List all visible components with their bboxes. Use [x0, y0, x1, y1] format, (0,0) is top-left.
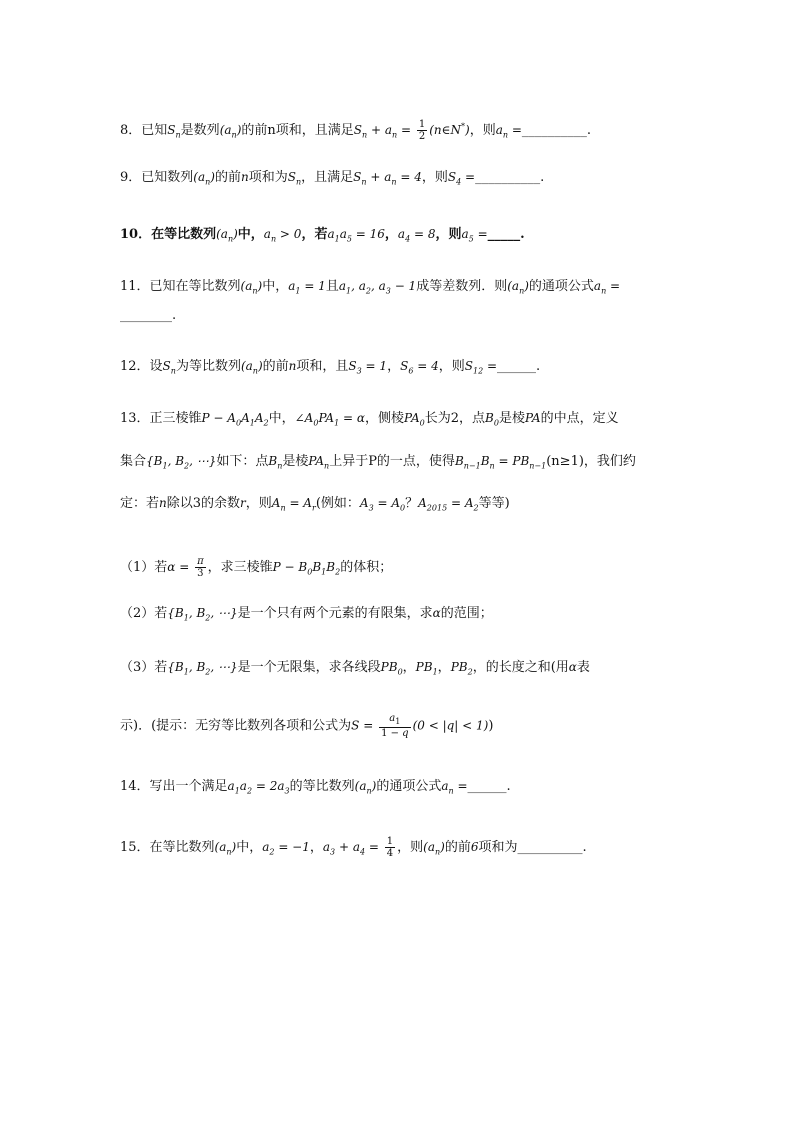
question-11: 11．已知在等比数列$(a_n)$中，$a_1 = 1$且$a_1$, $a_2$, $a_3 - 1$成等差数列．则$(a_n)$的通项公式$a_n$ = [120, 279, 621, 296]
question-15: 15．在等比数列$(a_n)$中，$a_2 = -1$，$a_3 + a_4$ = $\frac{1}{4}$ ，则$(a_n)$的前6项和为__________. [120, 836, 587, 859]
question-10: 10．在等比数列$(a_n)$中，$a_n > 0$，若$a_1a_5 = 16$，$a_4 = 8$，则$a_5$ =_____. [120, 227, 525, 244]
question-12: 12．设$S_n$为等比数列$(a_n)$的前n项和，且$S_3 = 1$，$S_6 = 4$，则$S_{12}$ =______. [120, 359, 541, 376]
question-8: 8．已知$S_n$是数列$(a_n)$的前n项和，且满足$S_n + a_n$ = $\frac{1}{2}$ (n∈N*)，则$a_n$ =__________. [120, 119, 592, 142]
question-13-part-3-hint: 示)．(提示：无穷等比数列各项和公式为S = $\frac{a_1}{1 - q}$ (0 < |q| < 1)) [120, 713, 494, 739]
question-9: 9．已知数列$(a_n)$的前n项和为$S_n$，且满足$S_n + a_n = 4$，则$S_4$ =__________. [120, 170, 545, 187]
question-13-line-1: 13．正三棱锥$P - A_0A_1A_2$中，$\angle A_0PA_1 = \alpha$，侧棱$PA_0$长为2，点$B_0$是棱PA的中点，定义 [120, 411, 619, 428]
question-13-line-2: 集合{$B_1$, $B_2$, ⋯}如下：点$B_n$是棱$PA_n$上异于P的一点，使得$B_{n-1}B_n = PB_{n-1}(n\ge 1)$，我们约 [120, 454, 636, 471]
question-13-part-1: （1）若α = $\frac{\pi}{3}$ ，求三棱锥$P - B_0B_1B_2$的体积； [120, 556, 393, 579]
question-13-line-3: 定：若n除以3的余数r，则$A_n = A_r$(例如：$A_3 = A_0$？$A_{2015} = A_2$等等) [120, 496, 510, 513]
question-13-part-2: （2）若{$B_1$, $B_2$, ⋯}是一个只有两个元素的有限集，求α的范围； [120, 606, 493, 623]
question-13-part-3: （3）若{$B_1$, $B_2$, ⋯}是一个无限集，求各线段$PB_0$，$PB_1$，$PB_2$，的长度之和(用α表 [120, 660, 590, 677]
question-11-blank: ________. [120, 308, 177, 323]
question-14: 14．写出一个满足$a_1a_2 = 2a_3$的等比数列$(a_n)$的通项公式$a_n$ =______. [120, 779, 511, 796]
